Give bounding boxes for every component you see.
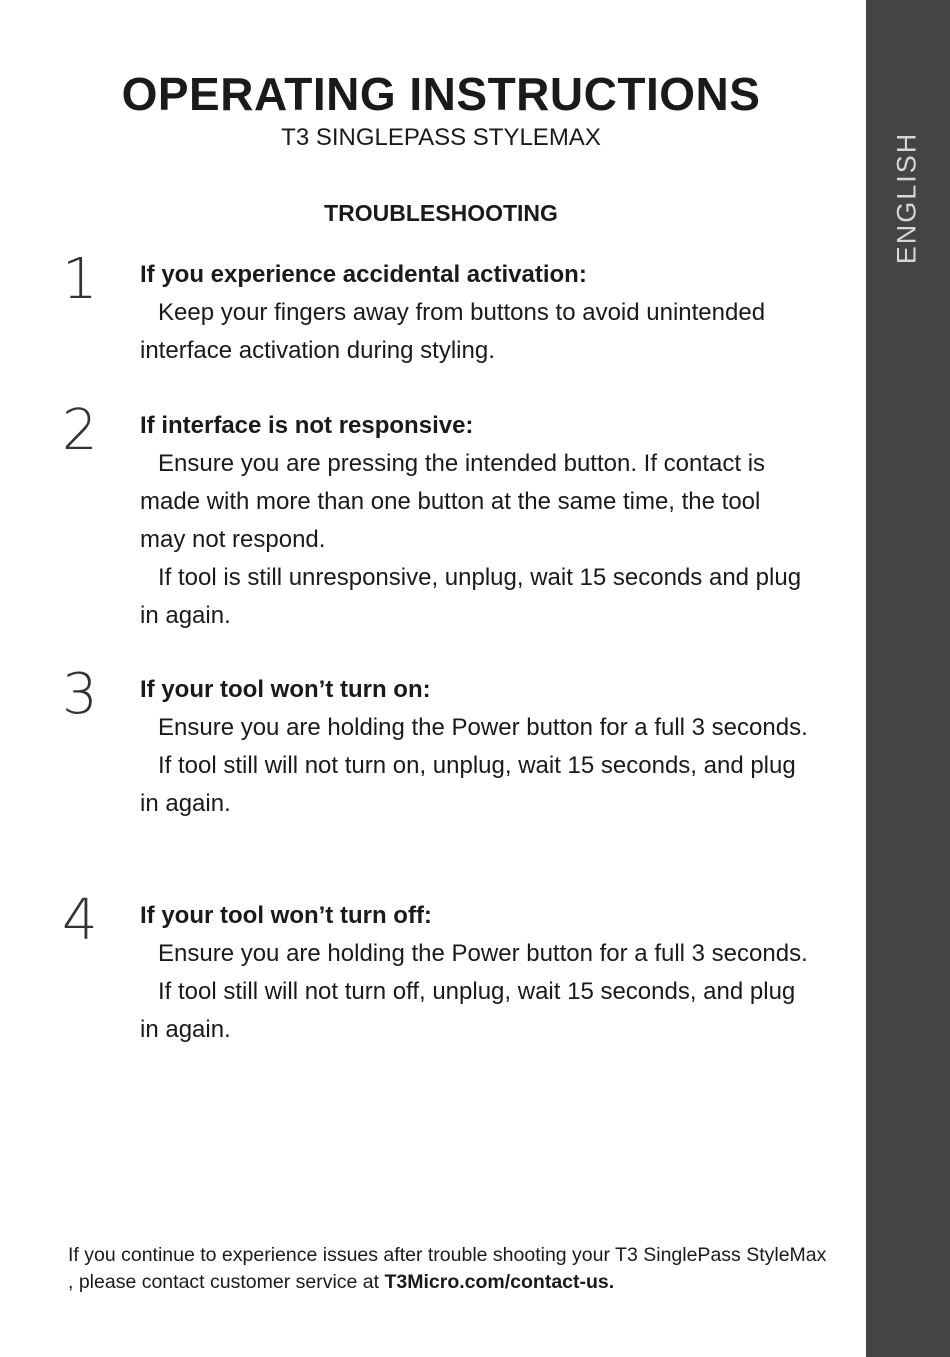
item-number: 2 (62, 398, 98, 463)
item-paragraph: If tool still will not turn on, unplug, wait 15 seconds, and plug in again. (140, 752, 796, 817)
item-body (140, 407, 810, 635)
language-label: ENGLISH (891, 131, 922, 265)
item-paragraph: Ensure you are holding the Power button for a full 3 seconds. (158, 940, 808, 967)
item-paragraph: Ensure you are pressing the intended button. If contact is made with more than one button at the same time, the tool may not respond. (140, 450, 766, 553)
product-subtitle: T3 SINGLEPASS STYLEMAX (281, 124, 601, 151)
item-body (140, 256, 810, 370)
item-number: 3 (62, 662, 98, 727)
footer-note (68, 1242, 828, 1296)
contact-link[interactable]: T3Micro.com/contact-us. (384, 1271, 615, 1293)
page-title: OPERATING INSTRUCTIONS (121, 68, 761, 120)
item-heading: If you experience accidental activation: (140, 261, 587, 288)
item-heading: If interface is not responsive: (140, 412, 474, 439)
item-paragraph: Keep your fingers away from buttons to avoid unintended interface activation during styling. (140, 299, 766, 364)
footer-text: If you continue to experience issues after trouble shooting your T3 SinglePass StyleMax , please contact customer service at (68, 1244, 827, 1293)
item-paragraph: Ensure you are holding the Power button for a full 3 seconds. (158, 714, 808, 741)
section-heading: TROUBLESHOOTING (324, 200, 558, 226)
item-heading: If your tool won’t turn on: (140, 676, 431, 703)
item-paragraph: If tool still will not turn off, unplug, wait 15 seconds, and plug in again. (140, 978, 796, 1043)
item-heading: If your tool won’t turn off: (140, 902, 432, 929)
item-paragraph: If tool is still unresponsive, unplug, wait 15 seconds and plug in again. (140, 564, 802, 629)
item-number: 1 (62, 247, 98, 312)
item-body (140, 671, 810, 823)
item-body (140, 897, 810, 1049)
item-number: 4 (62, 888, 98, 953)
